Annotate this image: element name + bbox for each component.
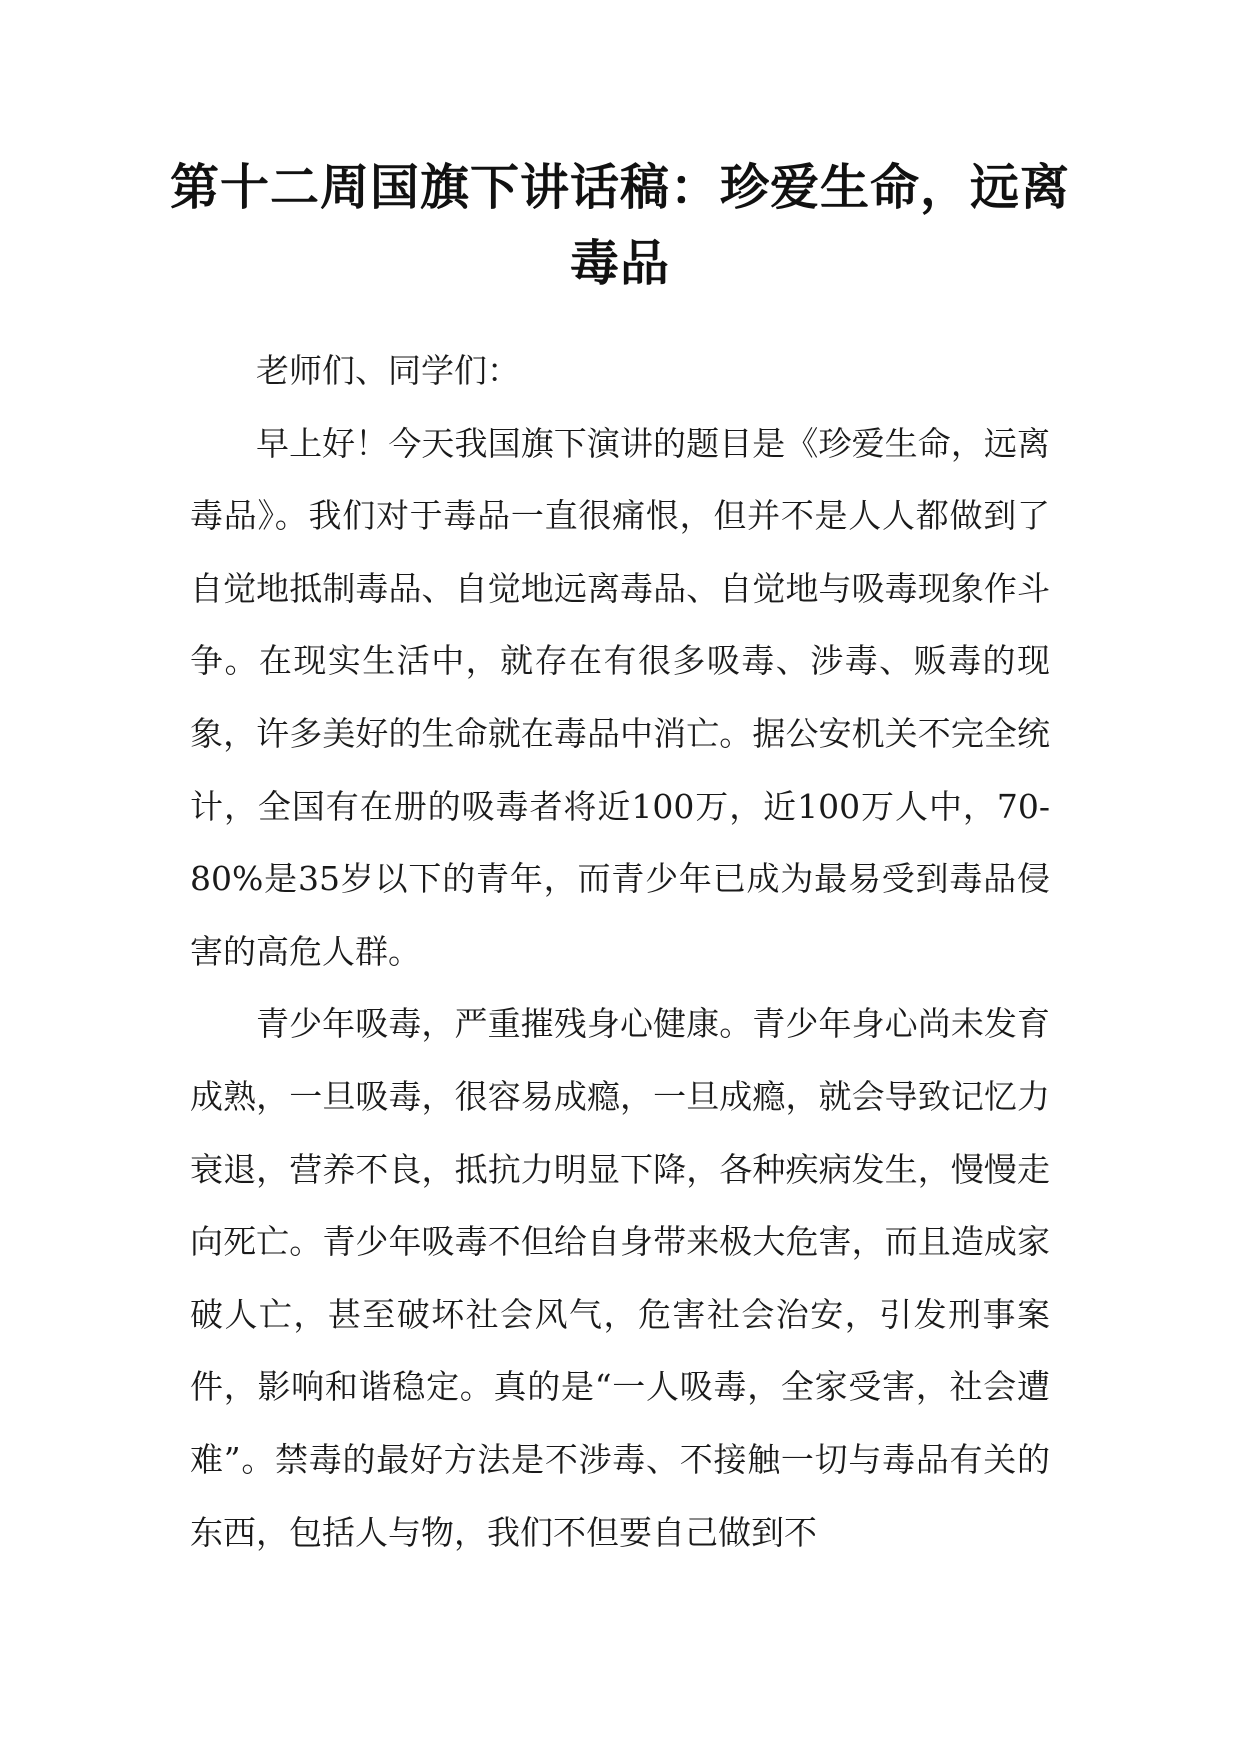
- document-body: [190, 335, 1050, 1569]
- paragraph-1: 早上好！今天我国旗下演讲的题目是《珍爱生命，远离毒品》。我们对于毒品一直很痛恨，但并不是人人都做到了自觉地抵制毒品、自觉地远离毒品、自觉地与吸毒现象作斗争。在现实生活中，就存在有很多吸毒、涉毒、贩毒的现象，许多美好的生命就在毒品中消亡。据公安机关不完全统计，全国有在册的吸毒者将近100万，近100万人中，70-80%是35岁以下的青年，而青少年已成为最易受到毒品侵害的高危人群。: [190, 423, 1050, 971]
- greeting: 老师们、同学们：: [256, 351, 520, 390]
- paragraph-2: 青少年吸毒，严重摧残身心健康。青少年身心尚未发育成熟，一旦吸毒，很容易成瘾，一旦成瘾，就会导致记忆力衰退，营养不良，抵抗力明显下降，各种疾病发生，慢慢走向死亡。青少年吸毒不但给自身带来极大危害，而且造成家破人亡，甚至破坏社会风气，危害社会治安，引发刑事案件，影响和谐稳定。真的是“一人吸毒，全家受害，社会遭难”。禁毒的最好方法是不涉毒、不接触一切与毒品有关的东西，包括人与物，我们不但要自己做到不: [190, 1004, 1050, 1552]
- document-title: 第十二周国旗下讲话稿：珍爱生命，远离毒品: [169, 159, 1070, 292]
